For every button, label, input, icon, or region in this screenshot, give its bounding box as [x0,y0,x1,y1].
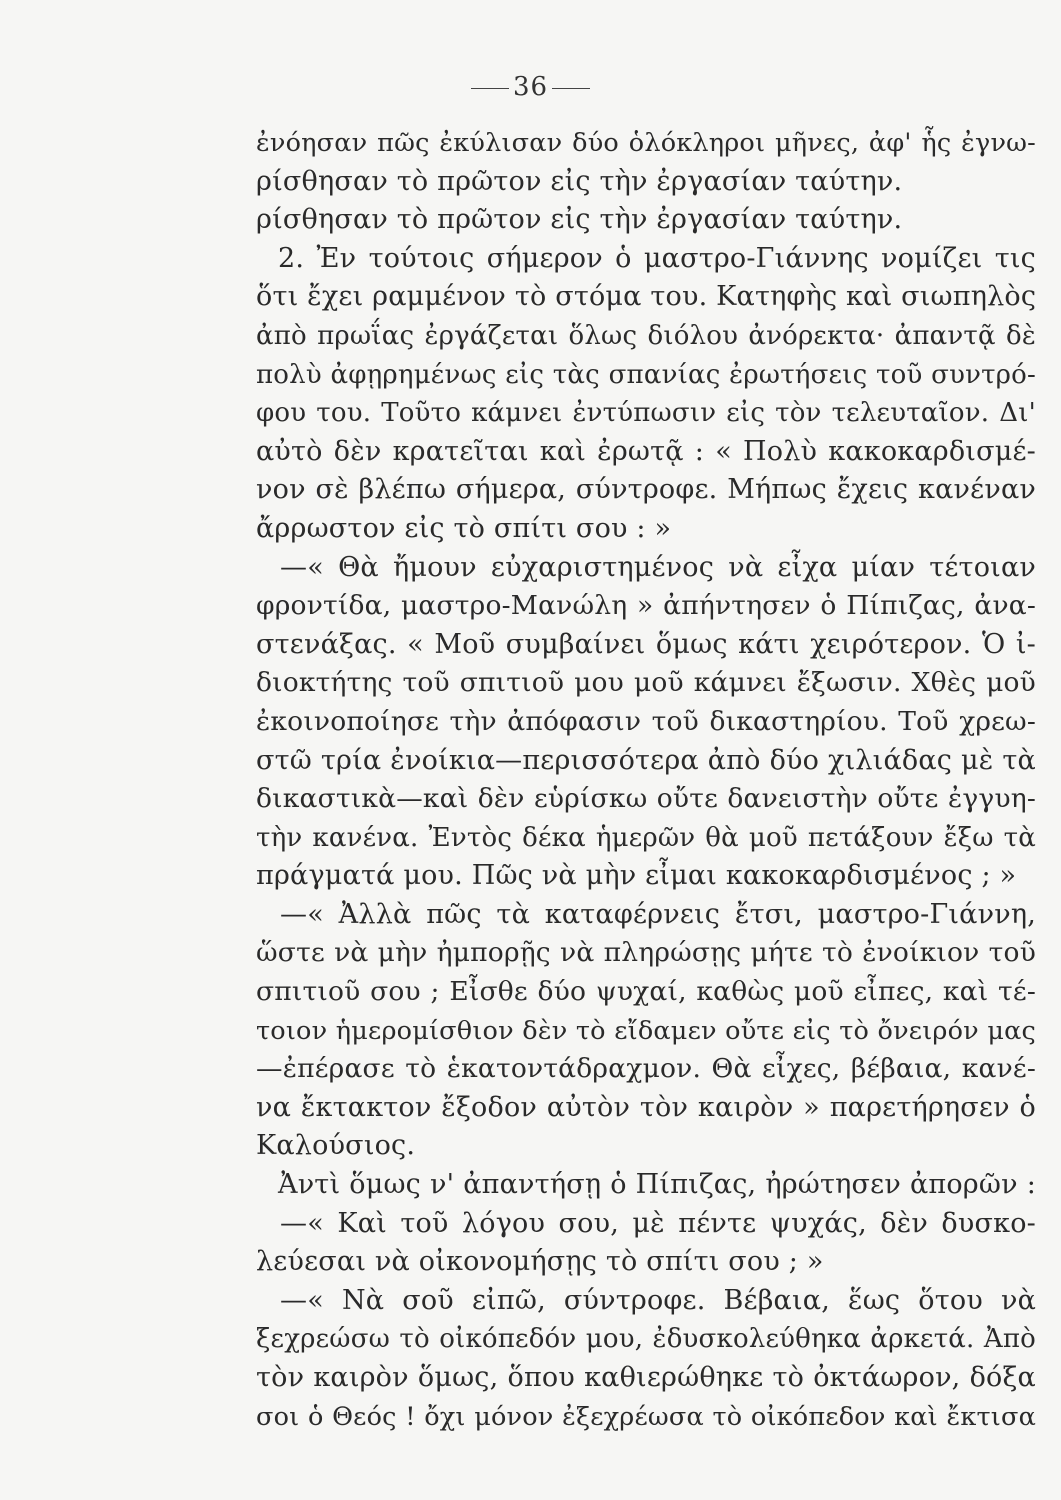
text-line: διοκτήτης τοῦ σπιτιοῦ μου μοῦ κάμνει ἔξωσιν. Χθὲς μοῦ [256,667,1036,699]
text-line: φου του. Τοῦτο κάμνει ἐντύπωσιν εἰς τὸν τελευταῖον. Δι' [256,398,1036,429]
text-line: —« Νὰ σοῦ εἰπῶ, σύντροφε. Βέβαια, ἕως ὅτου νὰ [280,1284,1036,1316]
text-line: στενάξας. « Μοῦ συμβαίνει ὅμως κάτι χειρότερον. Ὁ ἰ- [256,628,1036,660]
text-line: —« Θὰ ἤμουν εὐχαριστημένος νὰ εἶχα μίαν τέτοιαν [280,551,1036,583]
text-line: ὅτι ἔχει ραμμένον τὸ στόμα του. Κατηφὴς καὶ σιωπηλὸς [256,281,1037,313]
text-line: πολὺ ἀφῃρημένως εἰς τὰς σπανίας ἐρωτήσεις τοῦ συντρό- [256,359,1036,390]
text-line: ρίσθησαν τὸ πρῶτον εἰς τὴν ἐργασίαν ταύτην. [256,165,903,197]
header-dash-left [471,88,509,89]
text-line: στῶ τρία ἐνοίκια—περισσότερα ἀπὸ δύο χιλιάδας μὲ τὰ [256,744,1036,776]
page-body [256,124,1036,1436]
text-line: φροντίδα, μαστρο-Μανώλη » ἀπήντησεν ὁ Πίπιζας, ἀνα- [256,590,1036,622]
text-line: τὸν καιρὸν ὅμως, ὅπου καθιερώθηκε τὸ ὀκτάωρον, δόξα [256,1362,1036,1393]
text-line: Καλούσιος. [256,1130,416,1162]
header-dash-right [552,88,590,89]
text-line: τὴν κανένα. Ἐντὸς δέκα ἡμερῶν θὰ μοῦ πετάξουν ἔξω τὰ [256,822,1036,853]
text-line: λεύεσαι νὰ οἰκονομήσῃς τὸ σπίτι σου ; » [256,1246,824,1278]
text-line: ξεχρεώσω τὸ οἰκόπεδόν μου, ἐδυσκολεύθηκα ἀρκετά. Ἀπὸ [256,1324,1036,1355]
text-line: ὥστε νὰ μὴν ἠμπορῇς νὰ πληρώσῃς μήτε τὸ ἐνοίκιον τοῦ [256,937,1036,969]
text-line: αὐτὸ δὲν κρατεῖται καὶ ἐρωτᾷ : « Πολὺ κακοκαρδισμέ- [256,435,1036,467]
text-line: σπιτιοῦ σου ; Εἶσθε δύο ψυχαί, καθὼς μοῦ εἶπες, καὶ τέ- [256,976,1036,1008]
text-line: 2. Ἐν τούτοις σήμερον ὁ μαστρο-Γιάννης νομίζει τις [278,242,1036,274]
text-line: —« Ἀλλὰ πῶς τὰ καταφέρνεις ἔτσι, μαστρο-Γιάννη, [280,898,1036,930]
text-line: Ἀντὶ ὅμως ν' ἀπαντήσῃ ὁ Πίπιζας, ἠρώτησεν ἀπορῶν : [278,1169,1036,1201]
text-line: ἐνόησαν πῶς ἐκύλισαν δύο ὁλόκληροι μῆνες, ἀφ' ἧς ἐγνω- [256,128,1036,158]
text-line: —ἐπέρασε τὸ ἑκατοντάδραχμον. Θὰ εἶχες, βέβαια, κανέ- [256,1053,1036,1085]
text-line: ἐκοινοποίησε τὴν ἀπόφασιν τοῦ δικαστηρίου. Τοῦ χρεω- [256,705,1036,737]
text-line: τοιον ἡμερομίσθιον δὲν τὸ εἴδαμεν οὔτε εἰς τὸ ὄνειρόν μας [256,1015,1036,1046]
text-line: ρίσθησαν τὸ πρῶτον εἰς τὴν ἐργασίαν ταύτην. [256,204,903,236]
text-line: πράγματά μου. Πῶς νὰ μὴν εἶμαι κακοκαρδισμένος ; » [256,860,1017,892]
text-line: να ἔκτακτον ἔξοδον αὐτὸν τὸν καιρὸν » παρετήρησεν ὁ [256,1091,1036,1123]
text-line: σοι ὁ Θεός ! ὄχι μόνον ἐξεχρέωσα τὸ οἰκόπεδον καὶ ἔκτισα [256,1401,1036,1432]
text-line: —« Καὶ τοῦ λόγου σου, μὲ πέντε ψυχάς, δὲν δυσκο- [280,1207,1036,1239]
page-number: 36 [512,72,549,102]
page-header [0,72,1061,102]
text-line: δικαστικὰ—καὶ δὲν εὑρίσκω οὔτε δανειστὴν οὔτε ἐγγυη- [256,783,1036,815]
text-line: νον σὲ βλέπω σήμερα, σύντροφε. Μήπως ἔχεις κανέναν [256,474,1036,506]
text-line: ἀπὸ πρωΐας ἐργάζεται ὅλως διόλου ἀνόρεκτα· ἀπαντᾷ δὲ [256,320,1036,351]
text-line: ἄρρωστον εἰς τὸ σπίτι σου : » [256,512,672,544]
